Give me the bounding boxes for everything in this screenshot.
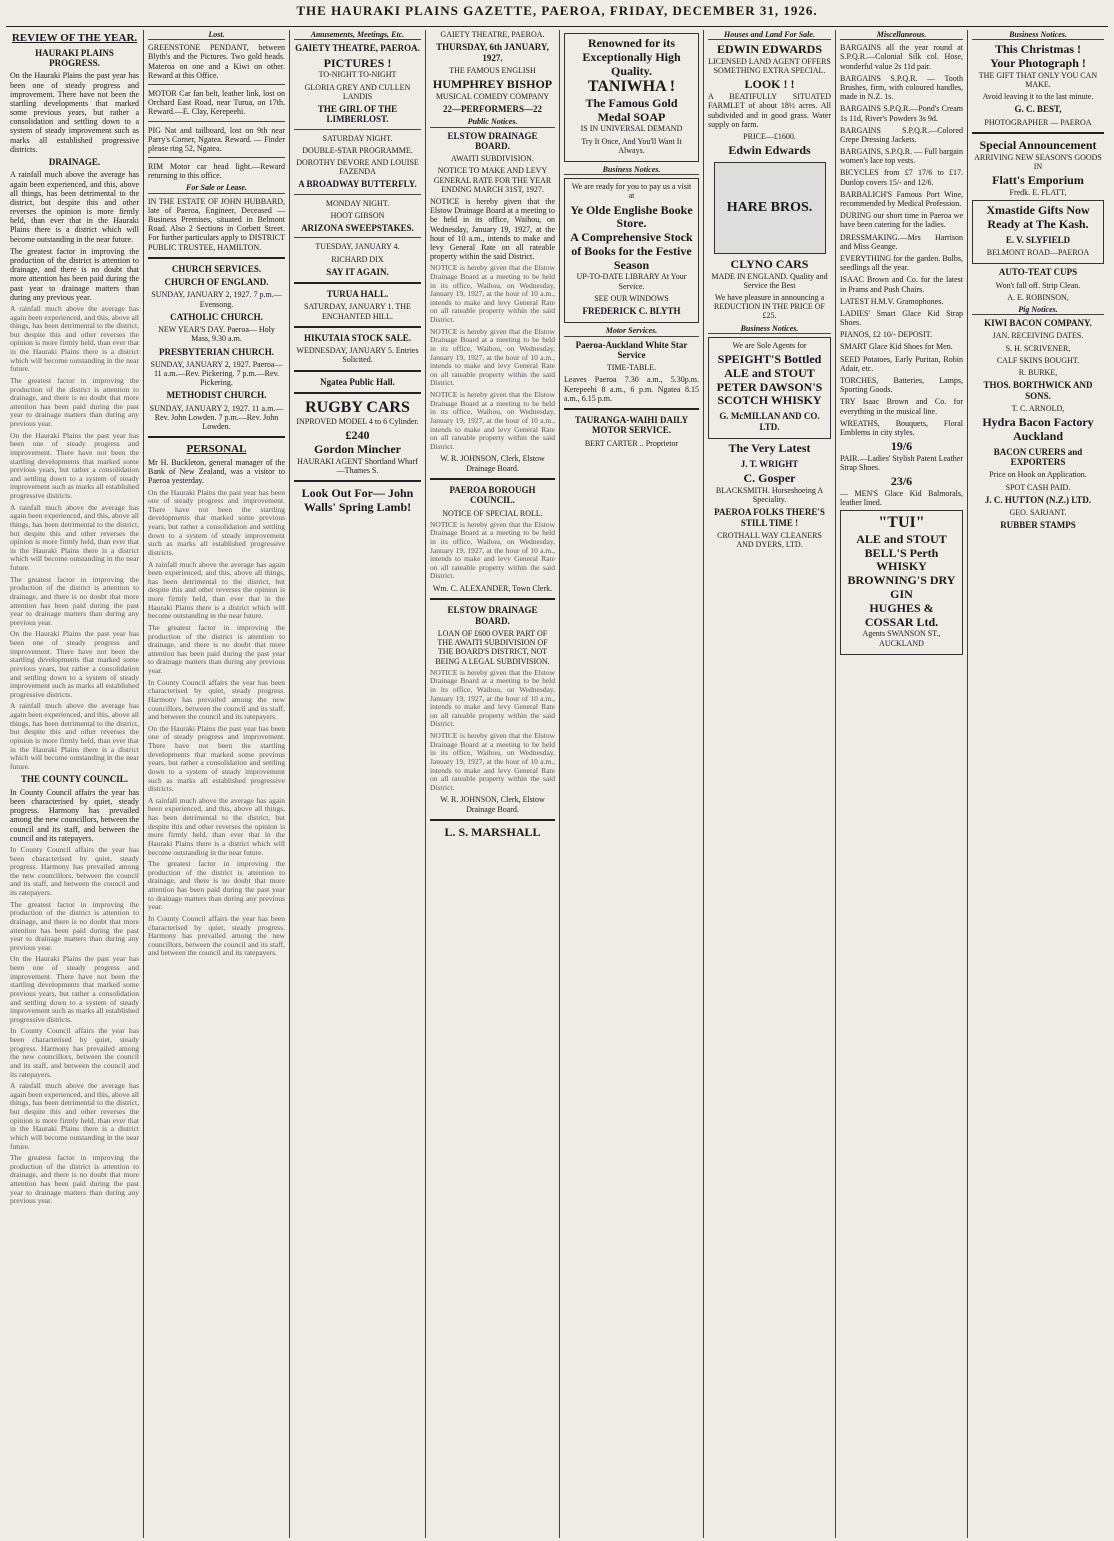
show-date: THURSDAY, 6th JANUARY, 1927. <box>436 42 549 63</box>
white-star-service: Paeroa-Auckland White Star Service <box>575 339 688 360</box>
misc-item: DRESSMAKING.—Mrs Harrison and Miss Geange. <box>840 232 963 251</box>
review-paragraph: On the Hauraki Plains the past year has been one of steady progress and improvement. There have not been the startling developments that marked some previous years, but rather a consolidation and settling down to a system of steady improvement such as marks all established progressive districts. <box>10 629 139 699</box>
notice-body: NOTICE is hereby given that the Elstow Drainage Board at a meeting to be held in its office, Waihou, on Wednesday, January 19, 1927, at the hour of 10 a.m., intends to make and levy General Rate on all rateable property within the said District. <box>430 326 555 388</box>
theatre-name: GAIETY THEATRE, PAEROA. <box>295 43 420 54</box>
flatt-emporium: Flatt's Emporium <box>992 173 1084 188</box>
motor-heading: Motor Services. <box>564 326 699 336</box>
divider <box>294 237 421 238</box>
gosper-name: C. Gosper <box>743 471 796 486</box>
film-title: ARIZONA SWEEPSTAKES. <box>301 223 414 234</box>
review-paragraph: The greatest factor in improving the production of the district is attention to drainage, and there is no doubt that more attention has been paid during the past year to drainage matters than during any previous year. <box>10 246 139 302</box>
price-reduction: We have pleasure in announcing a REDUCTION IN THE PRICE OF £25. <box>714 293 825 321</box>
notice-body: NOTICE is hereby given that the Elstow Drainage Board at a meeting to be held in its office, Waihou, on Wednesday, January 19, 1927, at the hour of 10 a.m., intends to make and levy General Rate on all rateable property within the said District. <box>430 667 555 729</box>
lost-notice: MOTOR Car fan belt, leather link, lost on Orchard East Road, near Turua, on 17th. Reward.—E. Clay, Kerepeehi. <box>148 88 285 117</box>
photograph-title: Your Photograph ! <box>990 55 1086 70</box>
gosper-trade: BLACKSMITH. Horseshoeing A Speciality. <box>715 485 824 504</box>
try-it: Try It Once, And You'll Want It Always. <box>581 136 682 155</box>
church-times: SUNDAY, JANUARY 2, 1927. 7 p.m.—Evensong. <box>151 290 282 309</box>
review-paragraph: A rainfall much above the average has again been experienced, and this, above all things, has been detrimental to the district, but despite this and other reverses the opinion is more firmly held, than ever that in the Hauraki Plains there is a district which will become outstanding in the near future. <box>10 502 139 573</box>
review-paragraph: A rainfall much above the average has again been experienced, and this, above all things, has been detrimental to the district, but despite this and other reverses the opinion is more firmly held, than ever that in the Hauraki Plains there is a district which will become outstanding in the near future. <box>148 795 285 857</box>
calf-skins: CALF SKINS BOUGHT. <box>996 355 1080 365</box>
misc-item: LADIES' Smart Glace Kid Strap Shoes. <box>840 308 963 328</box>
notice-body-text <box>430 264 555 451</box>
notice-body: NOTICE is hereby given that the Elstow Drainage Board at a meeting to be held in its office, Waihou, on Wednesday, January 19, 1927, at the hour of 10 a.m., intends to make and levy General Rate on all rateable property within the said District. <box>430 519 555 581</box>
divider <box>148 157 285 158</box>
review-paragraph: A rainfall much above the average has again been experienced, and this, above all things, has been detrimental to the district, but despite this and other reverses the opinion is more firmly held, than ever that in the Hauraki Plains there is a district which will become outstanding in the near future. <box>10 303 139 374</box>
borough-council: PAEROA BOROUGH COUNCIL. <box>449 484 536 506</box>
lost-notice: PIG Nat and tailboard, lost on 9th near Parry's Corner, Ngatea. Reward. — Finder please ring 52, Ngatea. <box>148 125 285 153</box>
review-paragraph: The greatest factor in improving the production of the district is attention to drainage, and there is no doubt that more attention has been paid during the past year to drainage matters than during any previous year. <box>10 1153 139 1206</box>
divider <box>148 436 285 438</box>
carter-proprietor: BERT CARTER .. Proprietor <box>584 438 679 448</box>
rugby-cars: RUGBY CARS <box>305 398 410 416</box>
divider <box>294 326 421 328</box>
misc-item: BARGAINS, S.P.Q.R. — Full bargain women's lace top vests. <box>840 147 963 166</box>
review-paragraph: In County Council affairs the year has been characterised by quiet, steady progress. Harmony has prevailed among the new councillors, between the council and its staff, and between the council and its ratepayers. <box>10 1026 139 1079</box>
spot-cash: SPOT CASH PAID. <box>1005 482 1071 492</box>
autoteat-text: Won't fall off. Strip Clean. <box>995 280 1081 290</box>
column-land <box>704 30 836 1538</box>
hikutaia-date: WEDNESDAY, JANUARY 5. Entries Solicited. <box>296 346 419 365</box>
business-heading: Business Notices. <box>708 324 831 334</box>
misc-item: WREATHS, Bouquets, Floral Emblems in city styles. <box>840 418 963 437</box>
misc-item: BARGAINS S.P.Q.R.—Pond's Cream 1s 11d, River's Powders 3s 9d. <box>840 104 963 123</box>
review-paragraph: The greatest factor in improving the production of the district is attention to drainage, and there is no doubt that more attention has been paid during the past year to drainage matters than during any previous year. <box>148 859 285 912</box>
misc-heading: Miscellaneous. <box>840 30 963 40</box>
clerk-signature: W. R. JOHNSON, Clerk, Elstow Drainage Board. <box>440 795 545 814</box>
slyfield-name: E. V. SLYFIELD <box>1005 234 1071 245</box>
land-agent: LICENSED LAND AGENT OFFERS SOMETHING EXTRA SPECIAL. <box>708 56 831 76</box>
town-clerk: Wm. C. ALEXANDER, Town Clerk. <box>432 584 553 594</box>
tonight: TO-NIGHT TO-NIGHT <box>318 70 397 80</box>
rubber-stamps: RUBBER STAMPS <box>1000 520 1076 531</box>
hare-bros-logo: HARE BROS. <box>714 162 826 254</box>
walls-lamb-ad: Look Out For— John Walls' Spring Lamb! <box>301 486 414 515</box>
awaiti-subdivision: AWAITI SUBDIVISION. <box>451 154 534 164</box>
library-text: UP-TO-DATE LIBRARY At Your Service. <box>576 272 687 291</box>
review-paragraph: The greatest factor in improving the production of the district is attention to drainage, and there is no doubt that more attention has been paid during the past year to drainage matters than during any previous year. <box>10 574 139 627</box>
robinson-name: A. E. ROBINSON, <box>1007 292 1069 302</box>
film-title: SAY IT AGAIN. <box>326 266 389 277</box>
misc-item: LATEST H.M.V. Gramophones. <box>840 296 944 306</box>
price-196: 19/6 <box>890 439 913 454</box>
pig-heading: Pig Notices. <box>972 305 1104 315</box>
review-body-text <box>10 305 139 772</box>
hydra-bacon: Hydra Bacon Factory Auckland <box>982 415 1094 443</box>
column-public-notices <box>426 30 560 1538</box>
column-amusements <box>290 30 426 1538</box>
divider <box>564 408 699 410</box>
personal-heading: PERSONAL <box>186 443 247 456</box>
review-paragraph: In County Council affairs the year has been characterised by quiet, steady progress. Harmony has prevailed among the new councillors, between the council and its staff, and between the council and its ratepayers. <box>148 913 285 958</box>
lost-notice: RIM Motor car head light.—Reward returning to this office. <box>148 162 285 181</box>
review-paragraph: On the Hauraki Plains the past year has been one of steady progress and improvement. There have not been the startling developments that marked some previous years, but rather a consolidation and settling down to a system of steady improvement such as marks all established progressive districts. <box>10 430 139 501</box>
marshall-ad: L. S. MARSHALL <box>444 824 541 839</box>
soap-text: The Famous Gold Medal SOAP <box>585 95 678 124</box>
theatre-name: GAIETY THEATRE, PAEROA. <box>440 30 545 39</box>
clerk-signature: W. R. JOHNSON, Clerk, Elstow Drainage Board. <box>440 454 545 473</box>
xmastide-gifts: Xmastide Gifts Now Ready at The Kash. <box>986 203 1090 231</box>
masthead-rule <box>6 26 1108 27</box>
show-day: MONDAY NIGHT. <box>325 198 390 208</box>
arriving-goods: ARRIVING NEW SEASON'S GOODS IN <box>974 152 1102 171</box>
amusements-heading: Amusements, Meetings, Etc. <box>294 30 421 40</box>
church-times: SUNDAY, JANUARY 2, 1927. 11 a.m.—Rev. John Lowden. 7 p.m.—Rev. John Lowden. <box>149 403 284 432</box>
taniwha-ad <box>564 33 699 162</box>
review-paragraph: On the Hauraki Plains the past year has been one of steady progress and improvement. There have not been the startling developments that marked some previous years, but rather a consolidation and settling down to a system of steady improvement such as marks all established progressive districts. <box>148 487 285 557</box>
farmlet-text: A BEATIFULLY SITUATED FARMLET of about 18½ acres. All subdivided and in good grass. Water supply on farm. <box>708 92 831 129</box>
crothall-cleaners: CROTHALL WAY CLEANERS AND DYERS, LTD. <box>717 530 822 550</box>
divider <box>148 257 285 259</box>
misc-item: PAIR.—Ladies' Stylish Patent Leather Strap Shoes. <box>840 453 963 473</box>
arnold-name: T. C. ARNOLD, <box>1011 403 1065 413</box>
review-paragraph: The greatest factor in improving the production of the district is attention to drainage, and there is no doubt that more attention has been paid during the past year to drainage matters than during any previous year. <box>10 899 139 952</box>
council-heading: THE COUNTY COUNCIL. <box>21 774 128 785</box>
divider <box>294 282 421 284</box>
misc-item: BARBALICH'S Famous Port Wine, recommended by Medical Profession. <box>840 189 963 208</box>
show-day: TUESDAY, JANUARY 4. <box>315 242 400 252</box>
drainage-heading: DRAINAGE. <box>48 157 101 168</box>
divider <box>148 121 285 122</box>
divider <box>430 819 555 821</box>
divider <box>294 129 421 130</box>
edwin-edwards: EDWIN EDWARDS <box>716 42 823 57</box>
church-heading: CHURCH SERVICES. <box>171 263 262 274</box>
notice-title: NOTICE TO MAKE AND LEVY GENERAL RATE FOR THE YEAR ENDING MARCH 31ST, 1927. <box>433 166 552 194</box>
catholic-church: CATHOLIC CHURCH. <box>170 311 263 322</box>
methodist-church: METHODIST CHURCH. <box>166 390 267 401</box>
misc-item: BARGAINS S.P.Q.R.—Colored Crepe Dressing Jackets. <box>840 125 963 144</box>
column-miscellaneous <box>836 30 968 1538</box>
mcmillan-name: G. McMILLAN AND CO. LTD. <box>719 411 820 432</box>
ngatea-hall: Ngatea Public Hall. <box>320 376 395 387</box>
taniwha-title: TANIWHA ! <box>587 78 676 96</box>
misc-item: EVERYTHING for the garden. Bulbs, seedlings all the year. <box>840 253 963 273</box>
elstow-board: ELSTOW DRAINAGE BOARD. <box>447 130 538 151</box>
review-paragraph: A rainfall much above the average has again been experienced, and this, above all things, has been detrimental to the district, but despite this and other reverses the opinion is more firmly held, than ever that in the Hauraki Plains there is a district which will become outstanding in the near future. <box>10 701 139 771</box>
farmlet-price: PRICE—£1600. <box>743 131 796 141</box>
edwin-edwards-agent: Edwin Edwards <box>728 143 811 158</box>
booke-store: Ye Olde Englishe Booke Store. <box>570 202 693 231</box>
column-notices <box>144 30 290 1538</box>
divider <box>148 84 285 85</box>
review-paragraph: A rainfall much above the average has again been experienced, and this, above all things, has been detrimental to the district, but despite this and other reverses the opinion is more firmly held, than ever that in the Hauraki Plains there is a district which will become outstanding in the near future. <box>148 559 285 621</box>
church-england: CHURCH OF ENGLAND. <box>164 277 269 288</box>
autoteat-cups: AUTO-TEAT CUPS <box>998 267 1078 278</box>
review-paragraph: A rainfall much above the average has again been experienced, and this, above all things, has been detrimental to the district, but despite this and other reverses the opinion is more firmly held, than ever that in the Hauraki Plains there is a district which will become outstanding in the near future. <box>10 170 139 244</box>
hughes-cossar: HUGHES & COSSAR Ltd. <box>864 600 939 629</box>
sarjant-name: GEO. SARJANT. <box>1009 508 1067 518</box>
paeroa-folks: PAEROA FOLKS THERE'S STILL TIME ! <box>714 507 825 528</box>
review-paragraph: On the Hauraki Plains the past year has been one of steady progress and improvement. There have not been the startling developments that marked some previous years, but rather a consolidation and settling down to a system of steady improvement such as marks all established progressive districts. <box>10 71 139 154</box>
bookstore-ad <box>564 178 699 323</box>
divider <box>430 478 555 480</box>
clyno-quality: MADE IN ENGLAND. Quality and Service the Best <box>711 271 828 290</box>
best-photographer: PHOTOGRAPHER — PAEROA <box>984 117 1092 127</box>
kiwi-bacon: KIWI BACON COMPANY. <box>984 318 1092 329</box>
misc-item: — MEN'S Glace Kid Balmorals, leather lined. <box>840 489 963 508</box>
performers: 22—PERFORMERS—22 <box>443 104 542 115</box>
speights-ale: SPEIGHT'S Bottled ALE and STOUT <box>717 352 822 380</box>
divider <box>294 392 421 394</box>
gift-text: THE GIFT THAT ONLY YOU CAN MAKE. <box>978 70 1098 89</box>
slyfield-address: BELMONT ROAD—PAEROA <box>986 247 1090 257</box>
review-paragraph: A rainfall much above the average has again been experienced, and this, above all things, has been detrimental to the district, but despite this and other reverses the opinion is more firmly held, than ever that in the Hauraki Plains there is a district which will become outstanding in the near future. <box>10 1081 139 1151</box>
avoid-text: Avoid leaving it to the last minute. <box>982 92 1094 102</box>
browning-gin: BROWNING'S DRY GIN <box>847 573 956 602</box>
review-subtitle: HAURAKI PLAINS PROGRESS. <box>35 47 114 68</box>
elstow-board: ELSTOW DRAINAGE BOARD. <box>447 605 538 626</box>
hutton-name: J. C. HUTTON (N.Z.) LTD. <box>984 494 1092 505</box>
windows-text: SEE OUR WINDOWS <box>594 293 669 303</box>
business-heading: Business Notices. <box>564 165 699 175</box>
review-title: REVIEW OF THE YEAR. <box>11 32 138 44</box>
film-title: THE GIRL OF THE LIMBERLOST. <box>317 103 398 125</box>
misc-item: SEED Potatoes, Early Puritan, Robin Adair, etc. <box>840 354 963 373</box>
review-paragraph: In County Council affairs the year has been characterised by quiet, steady progress. Harmony has prevailed among the new councillors, between the council and its staff, and between the council and its ratepayers. <box>10 844 139 898</box>
turua-show: SATURDAY, JANUARY 1. THE ENCHANTED HILL. <box>304 302 411 321</box>
church-times: NEW YEAR'S DAY. Paeroa— Holy Mass, 9.30 a.m. <box>158 325 275 344</box>
kiwi-dates: JAN. RECEIVING DATES. <box>992 331 1084 341</box>
review-paragraph: On the Hauraki Plains the past year has been one of steady progress and improvement. There have not been the startling developments that marked some previous years, but rather a consolidation and settling down to a system of steady improvement such as marks all established progressive districts. <box>148 723 285 794</box>
business-heading: Business Notices. <box>972 30 1104 40</box>
best-name: G. C. BEST, <box>1014 104 1062 115</box>
film-stars: GLORIA GREY AND CULLEN LANDIS <box>304 82 411 101</box>
price-hook: Price on Hook on Application. <box>989 470 1087 480</box>
timetable-times: Leaves Paeroa 7.30 a.m., 5.30p.m. Kerepeehi 8 a.m., 6 p.m. Ngatea 8.15 a.m., 6.15 p.m. <box>564 375 699 403</box>
tui-title: "TUI" <box>878 514 925 532</box>
misc-item: BICYCLES from £7 17/6 to £17. Dunlop covers 15/- and 12/6. <box>840 168 963 187</box>
timetable-title: TIME-TABLE. <box>606 363 657 373</box>
lost-heading: Lost. <box>148 30 285 40</box>
rugby-price: £240 <box>345 428 370 443</box>
hughes-address: Agents SWANSON ST., AUCKLAND <box>862 629 941 648</box>
notice-body: NOTICE is hereby given that the Elstow Drainage Board at a meeting to be held in its office, Waihou, on Wednesday, January 19, 1927, at the hour of 10 a.m., intends to make and levy General Rate on all rateable property within the said District. <box>430 263 555 325</box>
column-review <box>6 30 144 1538</box>
film-stars: HOOT GIBSON <box>330 210 385 220</box>
universal-demand: IS IN UNIVERSAL DEMAND <box>580 124 683 134</box>
review-paragraph: The greatest factor in improving the production of the district is attention to drainage, and there is no doubt that more attention has been paid during the past year to drainage matters than during any previous year. <box>148 622 285 676</box>
misc-item: DURING our short time in Paeroa we have been catering for the ladies. <box>840 211 963 230</box>
tui-ad <box>840 510 963 654</box>
renowned-text: Renowned for its Exceptionally High Quality. <box>582 36 681 78</box>
notice-body: NOTICE is hereby given that the Elstow Drainage Board at a meeting to be held in its office, Waihou, on Wednesday, January 19, 1927, at the hour of 10 a.m., intends to make and levy General Rate on all rateable property within the said District. <box>430 197 555 262</box>
dawson-whisky: PETER DAWSON'S SCOTCH WHISKY <box>716 379 823 408</box>
scrivener-name: S. H. SCRIVENER, <box>1005 343 1071 353</box>
turua-hall: TURUA HALL. <box>326 289 389 300</box>
misc-item: TORCHES, Batteries, Lamps, Sporting Goods. <box>840 376 963 395</box>
christmas-title: This Christmas ! <box>994 42 1081 57</box>
review-paragraph: In County Council affairs the year has been characterised by quiet, steady progress. Harmony has prevailed among the new councillors, between the council and its staff, and between the council and its ratepayers. <box>148 677 285 722</box>
mincher-address: HAURAKI AGENT Shortland Wharf—Thames S. <box>297 457 418 476</box>
divider <box>294 194 421 195</box>
misc-item: ISAAC Brown and Co. for the latest in Prams and Push Chairs. <box>840 275 963 294</box>
presbyterian-church: PRESBYTERIAN CHURCH. <box>158 346 274 357</box>
divider <box>972 132 1104 134</box>
tui-ale: ALE and STOUT <box>856 531 947 546</box>
divider <box>294 480 421 482</box>
famous-label: THE FAMOUS ENGLISH <box>449 65 536 75</box>
public-notices-heading: Public Notices. <box>430 117 555 127</box>
church-times: SUNDAY, JANUARY 2, 1927. Paeroa— 11 a.m.—Rev. Pickering. 7 p.m.—Rev. Pickering. <box>150 359 283 388</box>
film-stars: RICHARD DIX <box>331 254 384 264</box>
clyno-cars: CLYNO CARS <box>730 256 809 271</box>
rugby-model: INPROVED MODEL 4 to 6 Cylinder. <box>296 417 419 427</box>
borthwick-name: THOS. BORTHWICK AND SONS. <box>983 380 1093 401</box>
bacon-curers: BACON CURERS and EXPORTERS <box>993 446 1083 467</box>
lost-notice: GREENSTONE PENDANT, between Blyth's and the Pictures. Two gold heads. Materoa on one and a Kiwi on other. Reward at this Office. <box>148 43 285 80</box>
kash-ad <box>972 200 1104 264</box>
mincher-name: Gordon Mincher <box>314 442 401 457</box>
ready-text: We are ready for you to pay us a visit at <box>571 182 692 201</box>
sale-notice: IN THE ESTATE OF JOHN HUBBARD, late of Paeroa, Engineer, Deceased — Business Premises, situated in Belmont Road. Also 2 Sections in Corbett Street. For further particulars apply to DISTRICT PUBLIC TRUSTEE, HAMILTON. <box>148 196 285 252</box>
look-heading: LOOK ! ! <box>744 77 795 92</box>
speights-ad <box>708 337 831 439</box>
misc-item: PIANOS, £2 10/- DEPOSIT. <box>840 330 933 340</box>
misc-item: BARGAINS S.P.Q.R. — Tooth Brushes, firm, with coloured handles, made in N.Z. 1s. <box>840 73 963 102</box>
price-236: 23/6 <box>890 474 913 489</box>
tauranga-service: TAURANGA-WAIHI DAILY MOTOR SERVICE. <box>574 415 689 436</box>
film-stars: DOROTHY DEVORE AND LOUISE FAZENDA <box>296 157 419 177</box>
loan-notice: LOAN OF £600 OVER PART OF THE AWAITI SUBDIVISION OF THE BOARD'S DISTRICT, NOT BEING A LEGAL SUBDIVISION. <box>435 628 550 666</box>
hikutaia-sale: HIKUTAIA STOCK SALE. <box>304 332 411 343</box>
review-body-text <box>10 846 139 1206</box>
divider <box>294 370 421 372</box>
personal-text: Mr H. Buckleton, general manager of the Bank of New Zealand, was a visitor to Paeroa yesterday. <box>148 457 285 486</box>
blyth-name: FREDERICK C. BLYTH <box>582 306 681 317</box>
personal-body-text <box>148 489 285 959</box>
wright-name: J. T. WRIGHT <box>740 458 799 469</box>
columns <box>6 30 1108 1538</box>
review-paragraph: The greatest factor in improving the production of the district is attention to drainage, and there is no doubt that more attention has been paid during the past year to drainage matters than during any previous year. <box>10 375 139 429</box>
notice-body: NOTICE is hereby given that the Elstow Drainage Board at a meeting to be held in its office, Waihou, on Wednesday, January 19, 1927, at the hour of 10 a.m., intends to make and levy General Rate on all rateable property within the said District. <box>430 731 555 792</box>
flatt-name: Fredk. E. FLATT, <box>1009 187 1067 197</box>
review-paragraph: In County Council affairs the year has been characterised by quiet, steady progress. Harmony has prevailed among the new councillors, between the council and its staff, and between the council and its ratepayers. <box>10 787 139 843</box>
sale-heading: For Sale or Lease. <box>148 183 285 193</box>
comprehensive-stock: A Comprehensive Stock of Books for the Festive Season <box>570 230 693 272</box>
sole-agents: We are Sole Agents for <box>732 340 807 350</box>
misc-item: SMART Glace Kid Shoes for Men. <box>840 342 953 352</box>
special-roll: NOTICE OF SPECIAL ROLL. <box>442 508 543 518</box>
land-heading: Houses and Land For Sale. <box>708 30 831 40</box>
show-day: SATURDAY NIGHT. <box>322 133 393 143</box>
divider <box>430 598 555 600</box>
misc-item: TRY Isaac Brown and Co. for everything in the musical line. <box>840 397 963 416</box>
misc-item: BARGAINS all the year round at S.P.Q.R.—Colonial Silk col. Hose, wonderful value 2s 11d pair. <box>840 43 963 71</box>
pictures-title: PICTURES ! <box>323 55 392 70</box>
special-announcement: Special Announcement <box>979 137 1097 152</box>
loan-body-text <box>430 669 555 793</box>
company-name: MUSICAL COMEDY COMPANY <box>435 91 550 101</box>
bishop-name: HUMPHREY BISHOP <box>432 77 553 92</box>
review-paragraph: On the Hauraki Plains the past year has been one of steady progress and improvement. There have not been the startling developments that marked some previous years, but rather a consolidation and settling down to a system of steady improvement such as marks all established progressive districts. <box>10 954 139 1024</box>
bells-whisky: BELL'S Perth WHISKY <box>864 545 939 574</box>
column-advertisements <box>560 30 704 1538</box>
film-title: A BROADWAY BUTTERFLY. <box>298 179 417 190</box>
very-latest: The Very Latest <box>728 440 811 455</box>
double-star: DOUBLE-STAR PROGRAMME. <box>302 145 413 155</box>
column-business <box>968 30 1108 1538</box>
borough-body-text <box>430 521 555 581</box>
burke-name: R. BURKE, <box>1018 367 1058 377</box>
masthead: THE HAURAKI PLAINS GAZETTE, PAEROA, FRIDAY, DECEMBER 31, 1926. <box>296 3 818 18</box>
notice-body: NOTICE is hereby given that the Elstow Drainage Board at a meeting to be held in its office, Waihou, on Wednesday, January 19, 1927, at the hour of 10 a.m., intends to make and levy General Rate on all rateable property within the said District. <box>430 390 555 451</box>
